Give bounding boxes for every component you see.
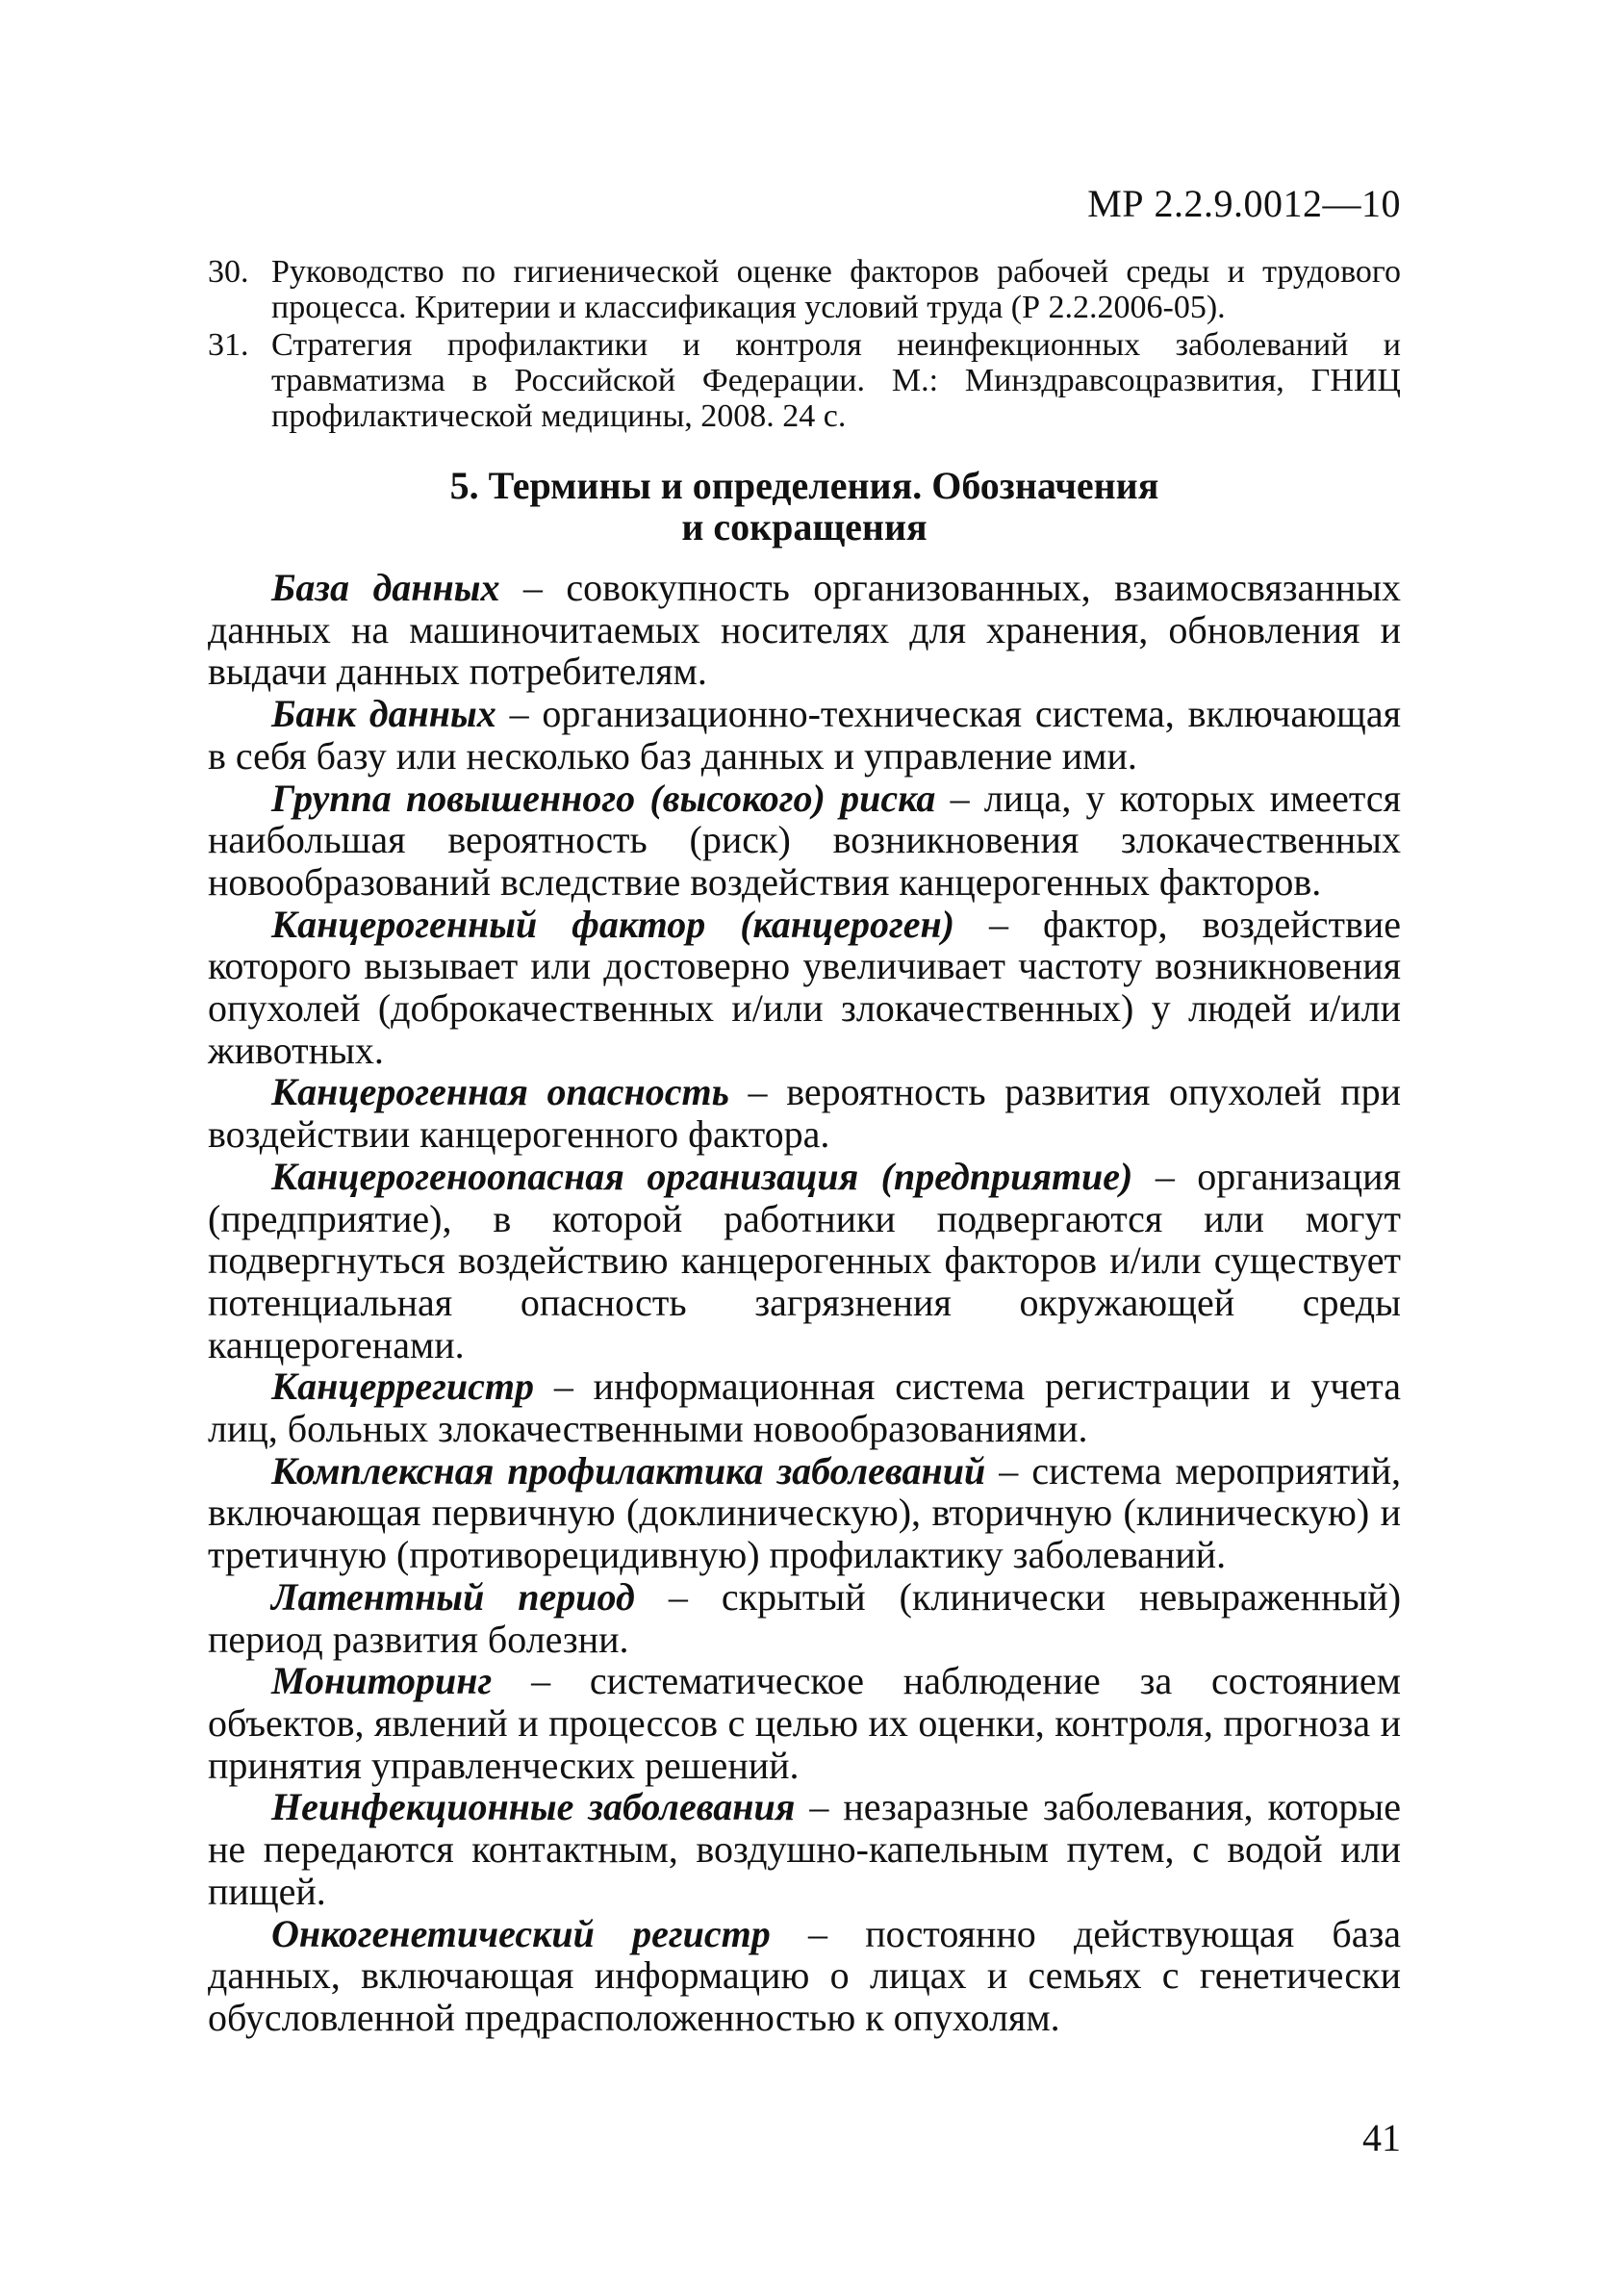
definition-paragraph <box>208 1156 1401 1366</box>
definition-text: – фактор, воздействие которого вызывает или достоверно увеличивает частоту возникновения опухолей (доброкачественных и/или злокачественных) у людей и/или животных. <box>208 902 1401 1072</box>
reference-item <box>208 254 1401 325</box>
definition-paragraph <box>208 904 1401 1072</box>
definition-text: – незаразные заболевания, которые не передаются контактным, воздушно-капельным путем, с водой или пищей. <box>208 1785 1402 1913</box>
definition-term: Канцерогеноопасная организация (предприятие) <box>271 1154 1133 1198</box>
definition-text: – скрытый (клинически невыраженный) период развития болезни. <box>208 1574 1402 1661</box>
section-title-line1: 5. Термины и определения. Обозначения <box>449 464 1159 507</box>
definition-text: – организация (предприятие), в которой работники подвергаются или могут подвергнуться воздействию канцерогенных факторов и/или существует потенциальная опасность загрязнения окружающей среды канцерогенами. <box>208 1154 1401 1366</box>
definition-term: Латентный период <box>271 1574 635 1619</box>
reference-text: Руководство по гигиенической оценке факторов рабочей среды и трудового процесса. Критерии и классификация условий труда (Р 2.2.2006-05). <box>271 254 1401 325</box>
definition-paragraph <box>208 1576 1401 1660</box>
definition-paragraph <box>208 1660 1401 1786</box>
reference-number: 30. <box>208 254 249 290</box>
reference-item <box>208 327 1401 434</box>
definition-term: Онкогенетический регистр <box>271 1911 771 1955</box>
definition-term: Канцеррегистр <box>271 1365 534 1409</box>
definition-text: – информационная система регистрации и учета лиц, больных злокачественными новообразованиями. <box>208 1365 1401 1451</box>
definition-paragraph <box>208 1786 1401 1912</box>
section-title-line2: и сокращения <box>681 505 928 548</box>
definition-term: Группа повышенного (высокого) риска <box>271 776 936 820</box>
definition-paragraph <box>208 1365 1401 1449</box>
definition-term: Неинфекционные заболевания <box>271 1785 796 1829</box>
reference-number: 31. <box>208 327 249 363</box>
definition-text: – совокупность организованных, взаимосвязанных данных на машиночитаемых носителях для хранения, обновления и выдачи данных потребителям. <box>208 566 1401 694</box>
definition-term: Канцерогенная опасность <box>271 1070 729 1114</box>
definition-text: – систематическое наблюдение за состоянием объектов, явлений и процессов с целью их оценки, контроля, прогноза и принятия управленческих решений. <box>208 1659 1401 1787</box>
page-content <box>208 254 1401 2039</box>
definition-paragraph <box>208 778 1401 904</box>
definition-text: – лица, у которых имеется наибольшая вероятность (риск) возникновения злокачественных новообразований вследствие воздействия канцерогенных факторов. <box>208 776 1402 904</box>
definition-paragraph <box>208 1450 1401 1576</box>
definition-term: Банк данных <box>271 692 496 736</box>
section-title <box>208 465 1401 548</box>
definition-text: – система мероприятий, включающая первичную (доклиническую), вторичную (клиническую) и третичную (противорецидивную) профилактику заболеваний. <box>208 1448 1401 1577</box>
definitions-list <box>208 567 1401 2039</box>
definition-term: Мониторинг <box>271 1659 493 1703</box>
definition-paragraph <box>208 693 1401 777</box>
reference-text: Стратегия профилактики и контроля неинфекционных заболеваний и травматизма в Российской Федерации. М.: Минздравсоцразвития, ГНИЦ профилактической медицины, 2008. 24 с. <box>271 327 1401 434</box>
document-code-header: МР 2.2.9.0012—10 <box>1087 182 1401 225</box>
reference-list <box>208 254 1401 434</box>
definition-term: Канцерогенный фактор (канцероген) <box>271 902 955 946</box>
definition-paragraph <box>208 1071 1401 1155</box>
definition-paragraph <box>208 567 1401 693</box>
definition-text: – организационно-техническая система, включающая в себя базу или несколько баз данных и управление ими. <box>208 692 1401 778</box>
definition-term: Комплексная профилактика заболеваний <box>271 1448 986 1492</box>
definition-text: – постоянно действующая база данных, включающая информацию о лицах и семьях с генетически обусловленной предрасположенностью к опухолям. <box>208 1911 1401 2039</box>
definition-term: База данных <box>271 566 500 609</box>
definition-paragraph <box>208 1913 1401 2039</box>
definition-text: – вероятность развития опухолей при воздействии канцерогенного фактора. <box>208 1070 1401 1157</box>
page-number: 41 <box>1362 2116 1401 2159</box>
